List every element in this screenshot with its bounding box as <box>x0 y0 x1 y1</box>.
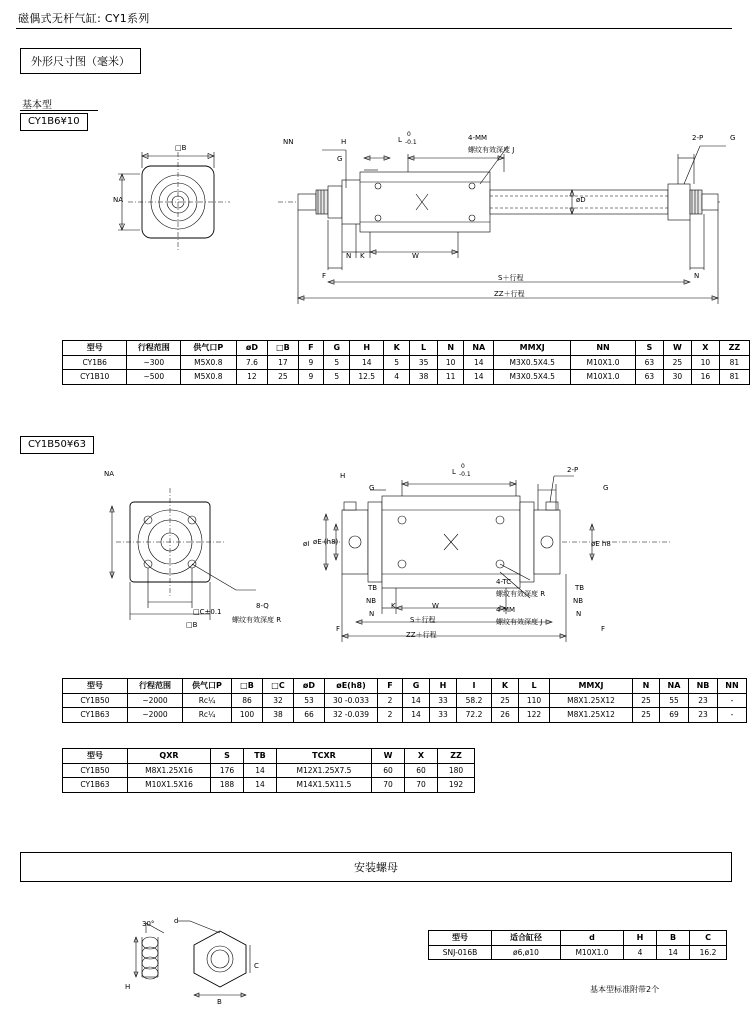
dim-n-left: N <box>369 610 375 618</box>
dim-s-stroke-1: S＋行程 <box>498 274 524 282</box>
th-6: G <box>324 341 350 356</box>
th-16: NB <box>689 679 718 694</box>
cell: 16 <box>691 370 719 384</box>
nut-side-view <box>134 923 164 979</box>
cell: 192 <box>438 778 475 792</box>
dim-na-1: NA <box>113 196 124 204</box>
dim-w-2: W <box>432 602 439 610</box>
th-13: MMXJ <box>550 679 633 694</box>
page-title: 磁偶式无杆气缸: CY1系列 <box>18 12 150 25</box>
th-4: TCXR <box>277 749 372 764</box>
drawing-cy1b6-10 <box>60 128 740 318</box>
model-box-cy1b50-63: CY1B50¥63 <box>20 436 94 454</box>
table-row <box>63 778 475 792</box>
cell: 70 <box>372 778 405 792</box>
cell: 7.6 <box>236 356 268 370</box>
cell: M5X0.8 <box>181 356 236 370</box>
cell: 23 <box>689 694 718 708</box>
th-9: L <box>410 341 438 356</box>
dim-n-right: N <box>576 610 582 618</box>
label-thread-depth-r: 螺纹有效深度 R <box>496 590 546 598</box>
cell: 63 <box>635 370 663 384</box>
table-row <box>63 694 747 708</box>
dim-na-2: NA <box>104 470 115 478</box>
th-16: X <box>691 341 719 356</box>
cell: 176 <box>211 764 244 778</box>
dim-g-right-2: G <box>603 484 609 492</box>
th-3: □B <box>232 679 263 694</box>
dim-l-tol-top-2: 0 <box>461 463 465 470</box>
cell: M10X1.5X16 <box>128 778 211 792</box>
dim-zz-stroke-1: ZZ＋行程 <box>494 290 525 298</box>
cell: CY1B10 <box>63 370 127 384</box>
cell: ~300 <box>127 356 181 370</box>
cell: 25 <box>268 370 298 384</box>
label-thread-depth-j-2: 螺纹有效深度 J <box>496 618 543 626</box>
th-15: NA <box>660 679 689 694</box>
table-header-row <box>63 341 750 356</box>
cell: 25 <box>633 694 660 708</box>
cell: 110 <box>519 694 550 708</box>
end-view-left <box>118 152 230 252</box>
cell: 60 <box>372 764 405 778</box>
cell: 72.2 <box>457 708 492 722</box>
cell: 86 <box>232 694 263 708</box>
title-divider <box>16 28 732 29</box>
th-0: 型号 <box>429 931 492 946</box>
th-5: øD <box>294 679 325 694</box>
th-2: d <box>561 931 624 946</box>
footnote: 基本型标准附带2个 <box>590 985 660 994</box>
th-11: NA <box>464 341 494 356</box>
th-17: ZZ <box>719 341 749 356</box>
th-1: QXR <box>128 749 211 764</box>
th-11: K <box>492 679 519 694</box>
dim-tb-right: TB <box>575 584 585 592</box>
drawing-cy1b50-63 <box>60 462 740 652</box>
cell: 5 <box>324 370 350 384</box>
cell: 17 <box>268 356 298 370</box>
cell: 53 <box>294 694 325 708</box>
table-row <box>63 370 750 384</box>
cell: ~2000 <box>128 708 183 722</box>
th-5: F <box>298 341 324 356</box>
cell: 5 <box>324 356 350 370</box>
th-14: N <box>633 679 660 694</box>
dim-h-2: H <box>340 472 346 480</box>
cell: 38 <box>263 708 294 722</box>
th-12: L <box>519 679 550 694</box>
cell: 25 <box>663 356 691 370</box>
cell: 14 <box>403 708 430 722</box>
th-17: NN <box>718 679 747 694</box>
table-row <box>429 946 727 960</box>
cell: 69 <box>660 708 689 722</box>
dim-f-right-2: F <box>601 625 606 633</box>
table-row <box>63 356 750 370</box>
cell: 16.2 <box>690 946 727 960</box>
cell: 26 <box>492 708 519 722</box>
drawing-mounting-nut <box>120 915 320 1005</box>
th-13: NN <box>571 341 636 356</box>
cell: 9 <box>298 356 324 370</box>
cell: 188 <box>211 778 244 792</box>
label-4tc: 4-TC <box>496 578 512 586</box>
label-2p-1: 2-P <box>692 134 704 142</box>
cell: M5X0.8 <box>181 370 236 384</box>
cell: 12.5 <box>350 370 384 384</box>
section-label-dimensions: 外形尺寸图（毫米） <box>20 48 141 74</box>
nut-hex-view <box>178 921 250 997</box>
nut-angle-label: 30° <box>142 920 155 928</box>
cell: 81 <box>719 356 749 370</box>
th-14: S <box>635 341 663 356</box>
th-1: 行程范围 <box>128 679 183 694</box>
cell: M8X1.25X12 <box>550 708 633 722</box>
basic-type-label: 基本型 <box>22 100 52 111</box>
cell: 32 <box>263 694 294 708</box>
cell: ~2000 <box>128 694 183 708</box>
cell: Rc¼ <box>183 694 232 708</box>
cell: 5 <box>384 356 410 370</box>
label-4mm-1: 4-MM <box>468 134 488 142</box>
th-7: ZZ <box>438 749 475 764</box>
nut-d-label: d <box>174 917 179 925</box>
cell: 70 <box>405 778 438 792</box>
cell: SNJ-016B <box>429 946 492 960</box>
label-2p-2: 2-P <box>567 466 579 474</box>
cell: M10X1.0 <box>571 356 636 370</box>
cell: 32 -0.039 <box>325 708 378 722</box>
th-3: H <box>624 931 657 946</box>
table-cy1b6-10 <box>62 340 750 385</box>
th-8: K <box>384 341 410 356</box>
cell: 25 <box>492 694 519 708</box>
cell: M10X1.0 <box>571 370 636 384</box>
cell: M10X1.0 <box>561 946 624 960</box>
cell: M14X1.5X11.5 <box>277 778 372 792</box>
cell: 25 <box>633 708 660 722</box>
cell: 12 <box>236 370 268 384</box>
cell: M8X1.25X16 <box>128 764 211 778</box>
cell: 81 <box>719 370 749 384</box>
dim-zz-stroke-2: ZZ＋行程 <box>406 631 437 639</box>
th-10: N <box>438 341 464 356</box>
table-mounting-nut <box>428 930 727 960</box>
dim-s-stroke-2: S＋行程 <box>410 616 436 624</box>
cell: 100 <box>232 708 263 722</box>
cell: 11 <box>438 370 464 384</box>
table-row <box>63 764 475 778</box>
cell: - <box>718 694 747 708</box>
cell: 58.2 <box>457 694 492 708</box>
nut-c-label: C <box>254 962 259 970</box>
dim-g2-1: G <box>730 134 736 142</box>
dim-f-left-2: F <box>336 625 341 633</box>
cell: 14 <box>464 356 494 370</box>
cell: ~500 <box>127 370 181 384</box>
th-0: 型号 <box>63 341 127 356</box>
cell: 14 <box>403 694 430 708</box>
cell: Rc¼ <box>183 708 232 722</box>
dim-oi-2: øI <box>303 540 310 548</box>
dim-k-1: K <box>360 252 365 260</box>
cell: CY1B50 <box>63 694 128 708</box>
model-box-cy1b6-10: CY1B6¥10 <box>20 113 88 131</box>
th-4: □B <box>268 341 298 356</box>
cell: CY1B6 <box>63 356 127 370</box>
dim-g-1: G <box>337 155 343 163</box>
dim-c-tol: □C±0.1 <box>193 608 222 616</box>
dim-b-2: □B <box>186 621 198 629</box>
cell: CY1B50 <box>63 764 128 778</box>
dim-n2-1: N <box>694 272 700 280</box>
cell: 14 <box>244 778 277 792</box>
dim-tb-left: TB <box>368 584 378 592</box>
end-view-left-2 <box>110 488 256 620</box>
cell: 122 <box>519 708 550 722</box>
th-1: 适合缸径 <box>492 931 561 946</box>
dim-l-tol-bot-1: -0.1 <box>405 139 417 146</box>
cell: 30 -0.033 <box>325 694 378 708</box>
dim-l-1: L <box>398 136 402 144</box>
th-12: MMXJ <box>494 341 571 356</box>
dim-nn-1: NN <box>283 138 294 146</box>
dim-h-1: H <box>341 138 347 146</box>
nut-h-label: H <box>125 983 131 991</box>
cell: M12X1.25X7.5 <box>277 764 372 778</box>
cell: CY1B63 <box>63 708 128 722</box>
th-7: F <box>378 679 403 694</box>
cell: 23 <box>689 708 718 722</box>
cell: 10 <box>438 356 464 370</box>
dim-k-2: K <box>391 602 396 610</box>
cell: M3X0.5X4.5 <box>494 356 571 370</box>
label-4mm-2: 4-MM <box>496 606 516 614</box>
cell: 10 <box>691 356 719 370</box>
th-6: øE(h8) <box>325 679 378 694</box>
th-7: H <box>350 341 384 356</box>
cell: 9 <box>298 370 324 384</box>
th-9: H <box>430 679 457 694</box>
cell: 4 <box>624 946 657 960</box>
dim-w-1: W <box>412 252 419 260</box>
cell: 14 <box>350 356 384 370</box>
th-3: TB <box>244 749 277 764</box>
table-header-row <box>63 679 747 694</box>
cell: M3X0.5X4.5 <box>494 370 571 384</box>
cell: - <box>718 708 747 722</box>
cell: M8X1.25X12 <box>550 694 633 708</box>
th-15: W <box>663 341 691 356</box>
table-cy1b50-63-main <box>62 678 747 723</box>
th-1: 行程范围 <box>127 341 181 356</box>
cell: 14 <box>657 946 690 960</box>
dim-g-left-2: G <box>369 484 375 492</box>
th-0: 型号 <box>63 679 128 694</box>
th-8: G <box>403 679 430 694</box>
th-3: øD <box>236 341 268 356</box>
th-4: B <box>657 931 690 946</box>
dim-oe-h8-2: øE (h8) <box>313 538 339 546</box>
th-2: 供气口P <box>181 341 236 356</box>
cell: 38 <box>410 370 438 384</box>
table-header-row <box>429 931 727 946</box>
mounting-nut-band: 安装螺母 <box>20 852 732 882</box>
cell: 33 <box>430 708 457 722</box>
th-4: □C <box>263 679 294 694</box>
cell: 55 <box>660 694 689 708</box>
cell: 180 <box>438 764 475 778</box>
label-thread-depth-j-1: 螺纹有效深度 J <box>468 146 515 154</box>
table-row <box>63 708 747 722</box>
cell: 60 <box>405 764 438 778</box>
th-0: 型号 <box>63 749 128 764</box>
cell: 4 <box>384 370 410 384</box>
th-6: X <box>405 749 438 764</box>
th-10: I <box>457 679 492 694</box>
dim-f-1: F <box>322 272 327 280</box>
dim-b-1: □B <box>175 144 187 152</box>
dim-n-1: N <box>346 252 352 260</box>
dim-od-1: øD <box>576 196 586 204</box>
th-2: S <box>211 749 244 764</box>
cell: 66 <box>294 708 325 722</box>
dim-l-tol-top-1: 0 <box>407 131 411 138</box>
cell: 33 <box>430 694 457 708</box>
dim-oe-h8-right-2: øE h8 <box>591 540 611 548</box>
table-header-row <box>63 749 475 764</box>
cell: 63 <box>635 356 663 370</box>
th-2: 供气口P <box>183 679 232 694</box>
dim-nb-right: NB <box>573 597 584 605</box>
dim-nb-left: NB <box>366 597 377 605</box>
cell: 2 <box>378 708 403 722</box>
label-thread-depth-r2: 螺纹有效深度 R <box>232 616 282 624</box>
cell: 30 <box>663 370 691 384</box>
label-8q: 8-Q <box>256 602 269 610</box>
nut-b-label: B <box>217 998 222 1006</box>
cell: 35 <box>410 356 438 370</box>
cell: ø6,ø10 <box>492 946 561 960</box>
cell: CY1B63 <box>63 778 128 792</box>
dim-l-tol-bot-2: -0.1 <box>459 471 471 478</box>
basic-type-underline <box>20 110 98 111</box>
table-cy1b50-63-extra <box>62 748 475 793</box>
cell: 14 <box>464 370 494 384</box>
cell: 14 <box>244 764 277 778</box>
cell: 2 <box>378 694 403 708</box>
th-5: C <box>690 931 727 946</box>
th-5: W <box>372 749 405 764</box>
dim-l-2: L <box>452 468 456 476</box>
